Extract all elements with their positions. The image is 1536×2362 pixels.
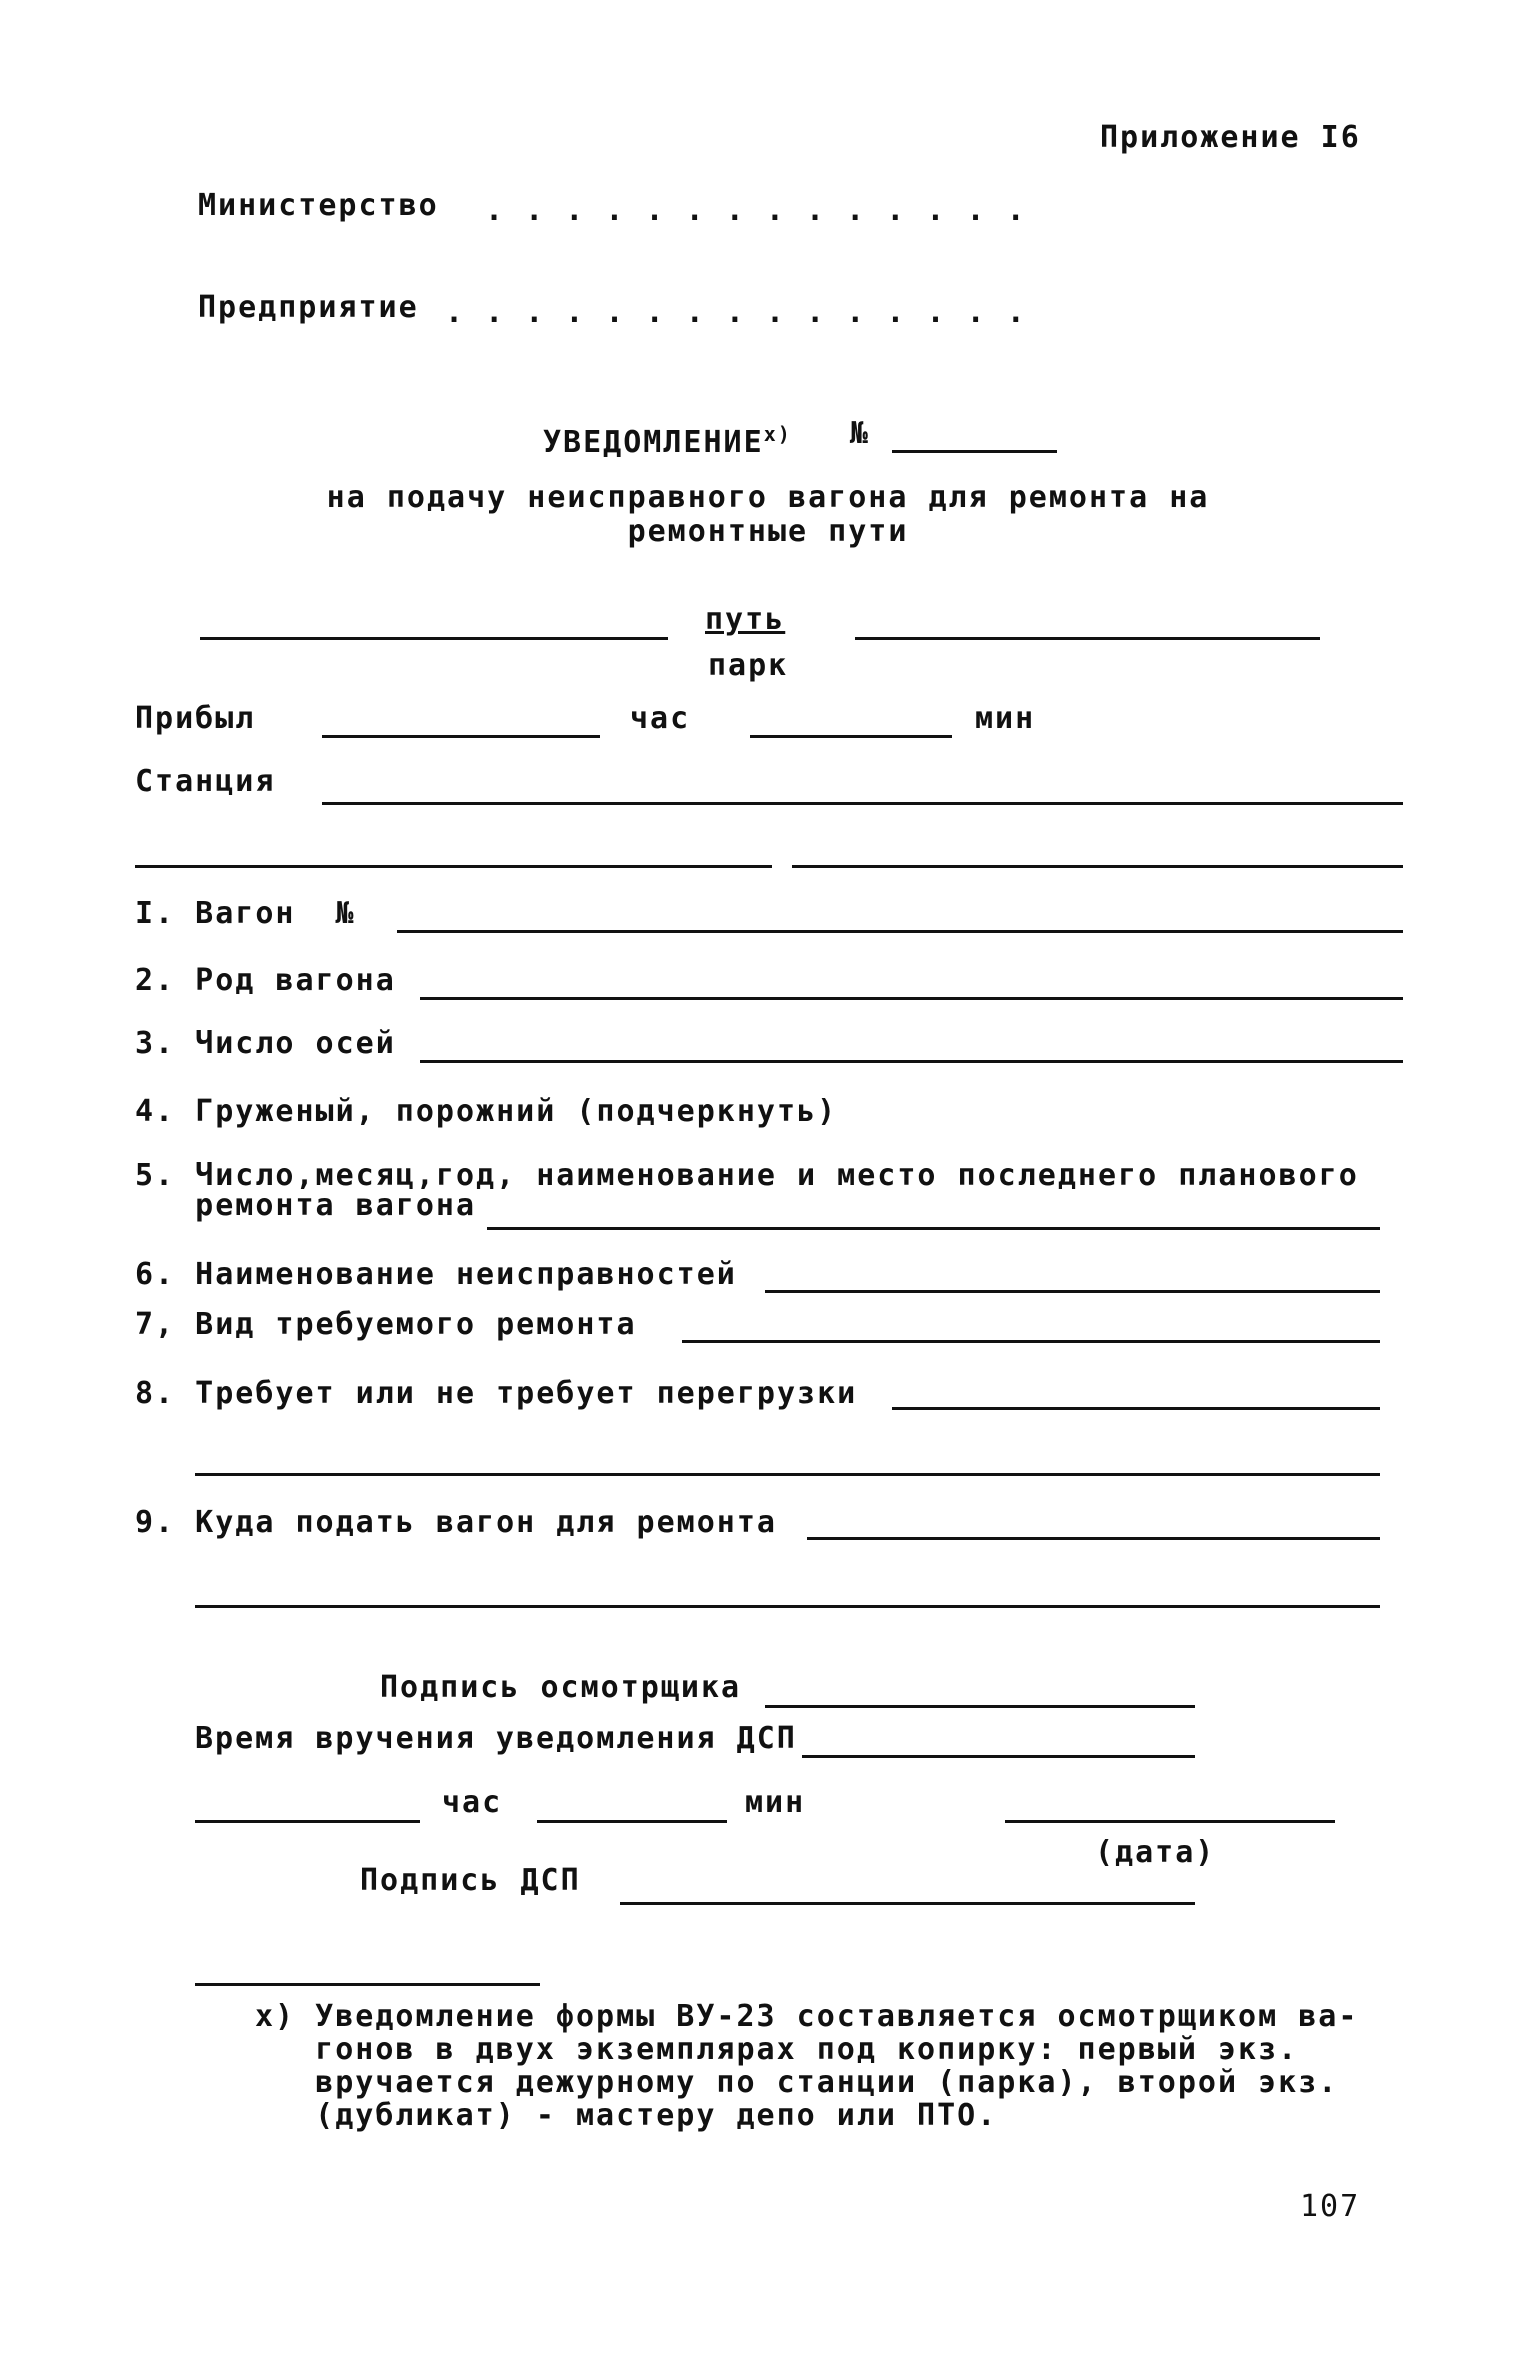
axles-field[interactable]	[420, 1060, 1403, 1063]
footnote-line-2: гонов в двух экземплярах под копирку: первый экз.	[255, 2032, 1299, 2067]
subtitle-line-2: ремонтные пути	[627, 514, 909, 549]
document-title	[543, 418, 792, 459]
footnote-line-3: вручается дежурному по станции (парка), второй экз.	[255, 2065, 1339, 2100]
arrived-label: Прибыл	[135, 701, 256, 736]
min-label: мин	[975, 701, 1036, 736]
delivery-hour-label: час	[442, 1785, 503, 1820]
station-field-2b[interactable]	[792, 865, 1403, 868]
inspector-signature-label: Подпись осмотрщика	[380, 1670, 742, 1705]
item-loaded: 4. Груженый, порожний (подчеркнуть)	[135, 1094, 838, 1129]
track-field-right[interactable]	[855, 637, 1320, 640]
dsp-signature-label: Подпись ДСП	[360, 1863, 581, 1898]
station-field[interactable]	[322, 802, 1403, 805]
item-wagon-number: I. Вагон №	[135, 896, 356, 931]
arrived-min-field[interactable]	[750, 735, 952, 738]
station-field-2a[interactable]	[135, 865, 772, 868]
last-repair-field[interactable]	[487, 1227, 1380, 1230]
item-destination: 9. Куда подать вагон для ремонта	[135, 1505, 777, 1540]
track-label: путь	[705, 602, 786, 637]
arrived-hour-field[interactable]	[322, 735, 600, 738]
delivery-min-label: мин	[745, 1785, 806, 1820]
date-field[interactable]	[1005, 1820, 1335, 1823]
footnote-line-1: х) Уведомление формы ВУ-23 составляется осмотрщиком ва-	[255, 1999, 1359, 2034]
footnote-marker: х)	[763, 422, 792, 446]
reloading-field-2[interactable]	[195, 1473, 1380, 1476]
item-reloading: 8. Требует или не требует перегрузки	[135, 1376, 858, 1411]
item-last-repair: 5. Число,месяц,год, наименование и место последнего планового	[135, 1158, 1359, 1193]
number-sign: №	[850, 416, 871, 451]
item-axles: 3. Число осей	[135, 1026, 396, 1061]
item-last-repair-2: ремонта вагона	[135, 1188, 477, 1223]
item-repair-type: 7, Вид требуемого ремонта	[135, 1307, 637, 1342]
date-label: (дата)	[1095, 1835, 1216, 1870]
hour-label: час	[630, 701, 691, 736]
delivery-min-field[interactable]	[537, 1820, 727, 1823]
inspector-signature-field[interactable]	[765, 1705, 1195, 1708]
ministry-label: Министерство	[198, 188, 439, 223]
item-defects: 6. Наименование неисправностей	[135, 1257, 737, 1292]
track-field-left[interactable]	[200, 637, 668, 640]
wagon-type-field[interactable]	[420, 997, 1403, 1000]
delivery-hour-field[interactable]	[195, 1820, 420, 1823]
number-field[interactable]	[892, 450, 1057, 453]
defects-field[interactable]	[765, 1290, 1380, 1293]
wagon-number-field[interactable]	[397, 930, 1403, 933]
page-number: 107	[1300, 2189, 1361, 2224]
station-label: Станция	[135, 764, 276, 799]
delivery-time-field[interactable]	[802, 1755, 1195, 1758]
destination-field-2[interactable]	[195, 1605, 1380, 1608]
repair-type-field[interactable]	[682, 1340, 1380, 1343]
dsp-signature-field[interactable]	[620, 1902, 1195, 1905]
footnote-line-4: (дубликат) - мастеру депо или ПТО.	[255, 2098, 998, 2133]
enterprise-dots: . . . . . . . . . . . . . . .	[445, 295, 1027, 330]
item-wagon-type: 2. Род вагона	[135, 963, 396, 998]
appendix-label: Приложение I6	[1100, 120, 1361, 155]
footnote-divider	[195, 1983, 540, 1986]
subtitle-line-1: на подачу неисправного вагона для ремонта на	[326, 480, 1210, 515]
ministry-dots: . . . . . . . . . . . . . .	[485, 193, 1027, 228]
delivery-time-label: Время вручения уведомления ДСП	[195, 1721, 797, 1756]
park-label: парк	[708, 648, 789, 683]
title-text: УВЕДОМЛЕНИЕ	[543, 425, 764, 460]
reloading-field[interactable]	[892, 1407, 1380, 1410]
destination-field[interactable]	[807, 1537, 1380, 1540]
enterprise-label: Предприятие	[198, 290, 419, 325]
